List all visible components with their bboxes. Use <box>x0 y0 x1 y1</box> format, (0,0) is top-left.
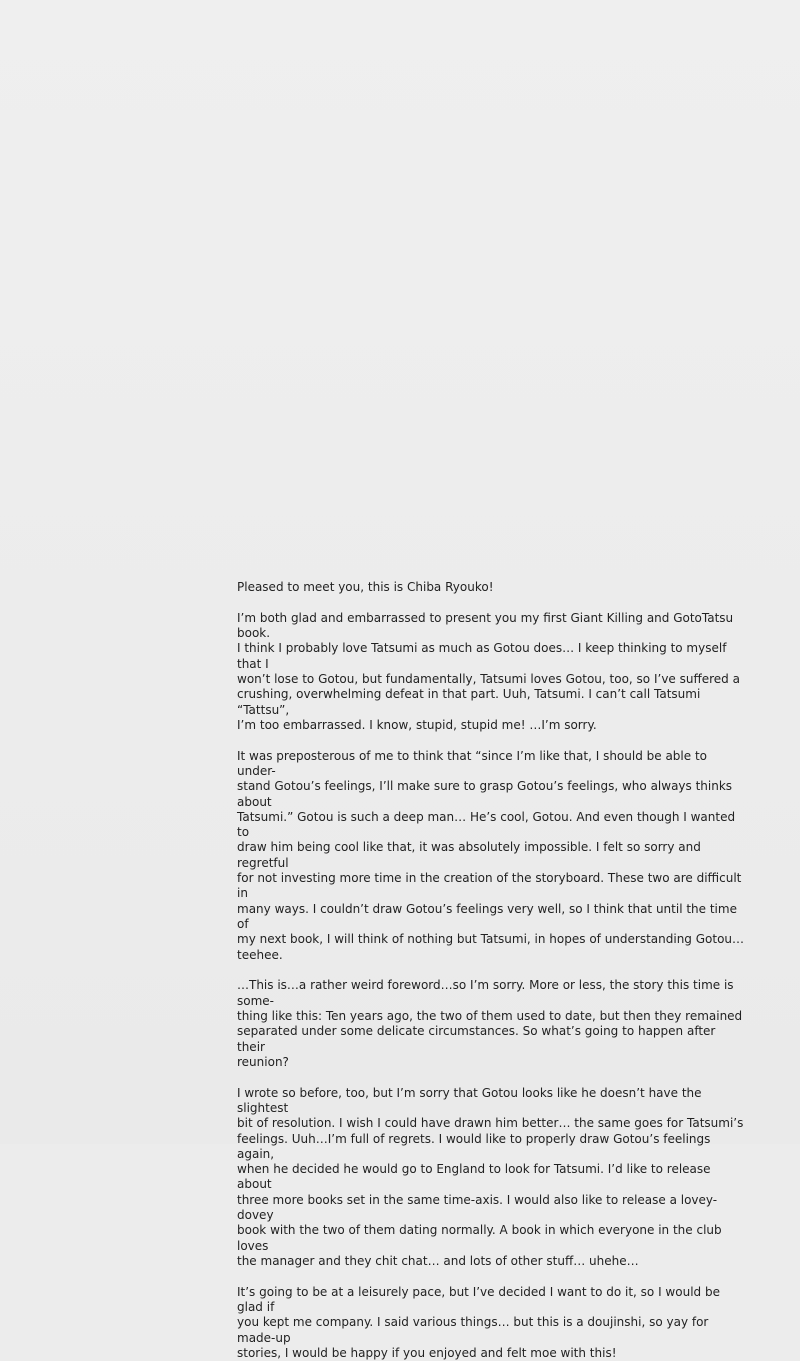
foreword-paragraph-2: It was preposterous of me to think that “since I’m like that, I should be able to under- stand Gotou’s feelings, I’ll make sure to grasp Gotou’s feelings, who always thinks about Tatsumi.” Gotou is such a deep man… He’s cool, Gotou. And even though I wanted to draw him being cool like that, it was absolutely impossible. I felt so sorry and regretful for not investing more time in the creation of the storyboard. These two are difficult in many ways. I couldn’t draw Gotou’s feelings very well, so I think that until the time of my next book, I will think of nothing but Tatsumi, in hopes of understanding Gotou… teehee. <box>237 748 745 962</box>
foreword-greeting: Pleased to meet you, this is Chiba Ryouko! <box>237 580 494 594</box>
foreword-paragraph-5: It’s going to be at a leisurely pace, but I’ve decided I want to do it, so I would be glad if you kept me company. I said various things… but this is a doujinshi, so yay for made-up stories, I would be happy if you enjoyed and felt moe with this! <box>237 1284 720 1360</box>
foreword-paragraph-1: I’m both glad and embarrassed to present you my first Giant Killing and GotoTatsu book. I think I probably love Tatsumi as much as Gotou does… I keep thinking to myself that I won’t lose to Gotou, but fundamentally, Tatsumi loves Gotou, too, so I’ve suffered a crushing, overwhelming defeat in that part. Uuh, Tatsumi. I can’t call Tatsumi “Tattsu”, I’m too embarrassed. I know, stupid, stupid me! …I’m sorry. <box>237 610 740 732</box>
foreword-text-block <box>237 580 747 1361</box>
foreword-paragraph-4: I wrote so before, too, but I’m sorry that Gotou looks like he doesn’t have the slightest bit of resolution. I wish I could have drawn him better… the same goes for Tatsumi’s feelings. Uuh…I’m full of regrets. I would like to properly draw Gotou’s feelings again, when he decided he would go to England to look for Tatsumi. I’d like to release about three more books set in the same time-axis. I would also like to release a lovey-dovey book with the two of them dating normally. A book in which everyone in the club loves the manager and they chit chat… and lots of other stuff… uhehe… <box>237 1085 744 1268</box>
foreword-paragraph-3: …This is…a rather weird foreword…so I’m sorry. More or less, the story this time is some- thing like this: Ten years ago, the two of them used to date, but then they remained separated under some delicate circumstances. So what’s going to happen after their reunion? <box>237 978 743 1069</box>
